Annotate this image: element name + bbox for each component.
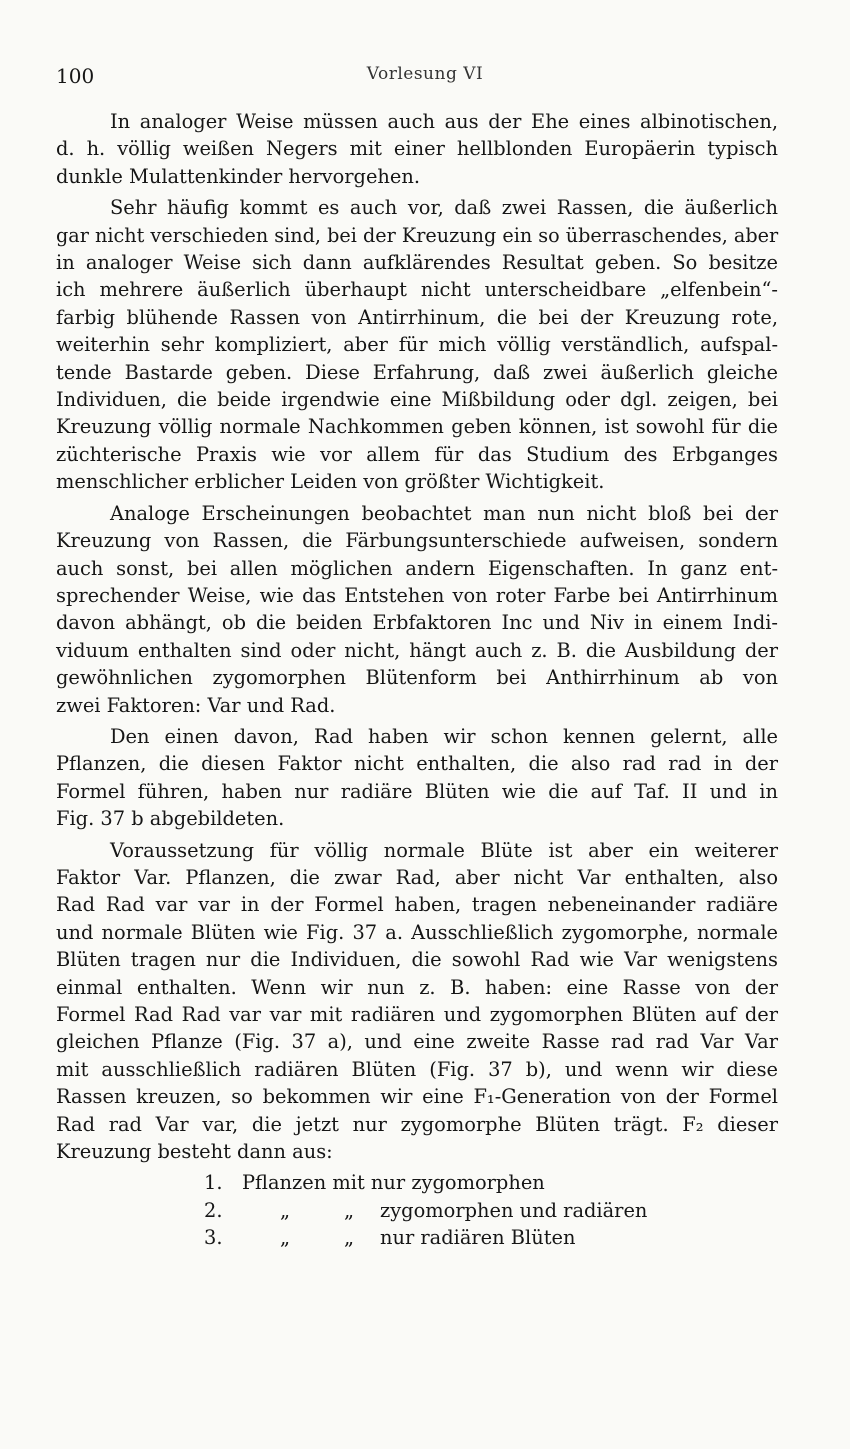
text-line: Rad Rad var var in der Formel haben, tragen nebeneinander radiäre [56,893,778,917]
ditto-mark: „ [280,1198,291,1222]
text-line: Fig. 37 b abgebildeten. [56,807,285,831]
text-line: Formel führen, haben nur radiäre Blüten wie die auf Taf. II und in [56,779,778,803]
text-line: davon abhängt, ob die beiden Erbfaktoren Inc und Niv in einem Indi- [56,611,778,635]
text-line: und normale Blüten wie Fig. 37 a. Ausschließlich zygomorphe, normale [56,920,778,944]
text-line: Faktor Var. Pflanzen, die zwar Rad, aber nicht Var enthalten, also [56,865,778,889]
text-line: ich mehrere äußerlich überhaupt nicht unterscheidbare „elfenbein“- [56,278,778,302]
text-line: tende Bastarde geben. Diese Erfahrung, daß zwei äußerlich gleiche [56,360,778,384]
text-line: In analoger Weise müssen auch aus der Ehe eines albinotischen, [110,110,778,133]
running-head: Vorlesung VI [366,64,484,84]
text-line: Rad rad Var var, die jetzt nur zygomorphe Blüten trägt. F₂ dieser [56,1112,778,1136]
text-line: Den einen davon, Rad haben wir schon kennen gelernt, alle [110,724,778,748]
text-line: Formel Rad Rad var var mit radiären und zygomorphen Blüten auf der [56,1003,778,1026]
offspring-list [56,1169,778,1251]
list-number: 3. [204,1226,223,1250]
text-line: zwei Faktoren: Var und Rad. [56,693,336,717]
text-line: auch sonst, bei allen möglichen andern Eigenschaften. In ganz ent- [56,556,778,580]
list-text: zygomorphen und radiären [380,1198,648,1222]
list-text: nur radiären Blüten [380,1226,576,1250]
text-line: Analoge Erscheinungen beobachtet man nun nicht bloß bei der [110,501,778,525]
text-line: gleichen Pflanze (Fig. 37 a), und eine zweite Rasse rad rad Var Var [56,1030,778,1054]
ditto-mark: „ [280,1226,291,1250]
text-line: dunkle Mulattenkinder hervorgehen. [56,164,421,188]
list-text: Pflanzen mit nur zygomorphen [242,1171,545,1195]
text-line: farbig blühende Rassen von Antirrhinum, die bei der Kreuzung rote, [56,305,778,329]
paragraph-3 [56,500,778,719]
text-line: züchterische Praxis wie vor allem für das Studium des Erbganges [56,442,778,466]
list-item [56,1197,778,1224]
text-line: in analoger Weise sich dann aufklärendes Resultat geben. So besitze [56,251,778,275]
text-line: Kreuzung besteht dann aus: [56,1140,333,1164]
text-line: Individuen, die beide irgendwie eine Mißbildung oder dgl. zeigen, bei [56,388,778,412]
text-line: Kreuzung von Rassen, die Färbungsunterschiede aufweisen, sondern [56,529,778,553]
list-number: 1. [204,1171,223,1195]
paragraph-5 [56,837,778,1166]
text-line: menschlicher erblicher Leiden von größter Wichtigkeit. [56,470,605,494]
text-line: d. h. völlig weißen Negers mit einer hellblonden Europäerin typisch [56,137,778,161]
ditto-mark: „ [344,1226,355,1250]
body-text [56,108,778,1252]
page-number: 100 [56,64,95,88]
text-line: weiterhin sehr kompliziert, aber für mich völlig verständlich, aufspal- [56,333,778,357]
list-item [56,1169,778,1196]
text-line: Pflanzen, die diesen Faktor nicht enthalten, die also rad rad in der [56,752,778,776]
text-line: Blüten tragen nur die Individuen, die sowohl Rad wie Var wenigstens [56,948,778,972]
text-line: sprechender Weise, wie das Entstehen von roter Farbe bei Antirrhinum [56,583,778,607]
text-line: gar nicht verschieden sind, bei der Kreuzung ein so überraschendes, aber [56,223,779,247]
text-line: viduum enthalten sind oder nicht, hängt auch z. B. die Ausbildung der [56,638,778,662]
text-line: gewöhnlichen zygomorphen Blütenform bei Anthirrhinum ab von [56,666,778,690]
list-item [56,1224,778,1251]
text-line: einmal enthalten. Wenn wir nun z. B. haben: eine Rasse von der [56,975,778,999]
paragraph-2 [56,194,778,495]
text-line: Sehr häufig kommt es auch vor, daß zwei Rassen, die äußerlich [110,196,778,220]
ditto-mark: „ [344,1198,355,1222]
text-line: mit ausschließlich radiären Blüten (Fig. 37 b), und wenn wir diese [56,1057,778,1081]
paragraph-1 [56,108,778,190]
text-line: Voraussetzung für völlig normale Blüte ist aber ein weiterer [110,838,778,862]
list-number: 2. [204,1198,223,1222]
paragraph-4 [56,723,778,833]
text-line: Kreuzung völlig normale Nachkommen geben können, ist sowohl für die [56,415,778,439]
text-line: Rassen kreuzen, so bekommen wir eine F₁-Generation von der Formel [56,1085,778,1109]
